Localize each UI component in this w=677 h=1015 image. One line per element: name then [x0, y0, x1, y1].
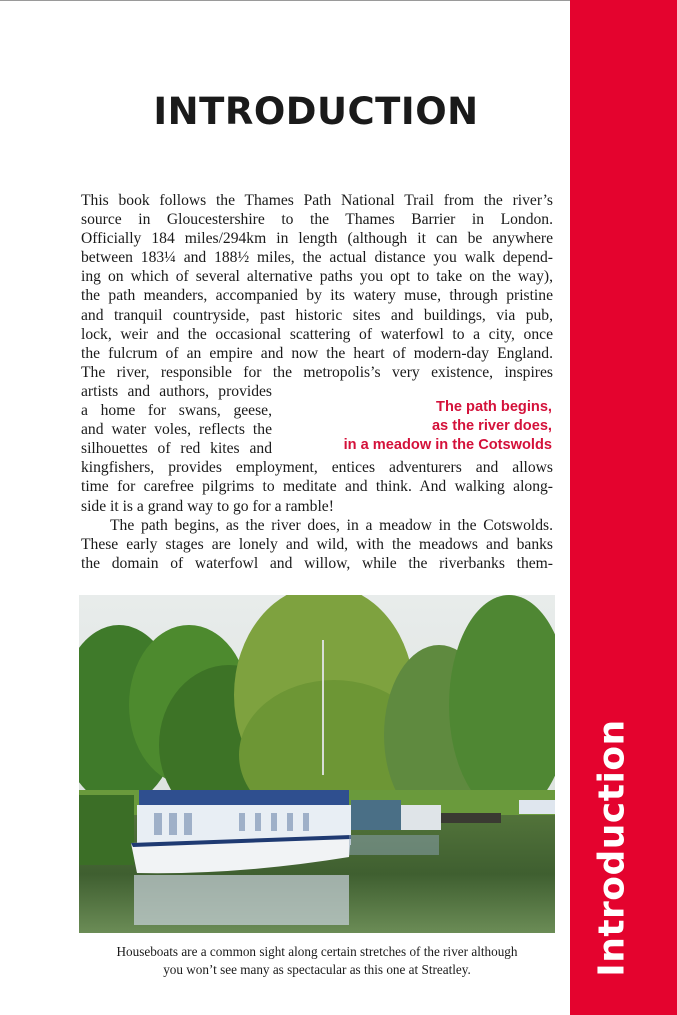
- text-line: These early stages are lonely and wild, with the meadows and banks: [81, 535, 553, 553]
- body-text: [81, 191, 553, 573]
- text-line: a home for swans, geese,: [81, 402, 272, 420]
- text-line: side it is a grand way to go for a ramble!: [81, 497, 334, 515]
- pull-quote: [344, 398, 552, 455]
- pull-quote-line: in a meadow in the Cotswolds: [343, 437, 552, 453]
- text-line: between 183¼ and 188½ miles, the actual distance you walk depend-: [81, 249, 553, 267]
- text-line: source in Gloucestershire to the Thames Barrier in London.: [81, 211, 553, 229]
- text-line: Officially 184 miles/294km in length (although it can be anywhere: [81, 230, 553, 248]
- photo-caption: [79, 943, 555, 979]
- text-line: the path meanders, accompanied by its watery muse, through pristine: [81, 287, 553, 305]
- text-line: the fulcrum of an empire and now the heart of modern-day England.: [81, 344, 553, 362]
- houseboat-photo: [79, 595, 555, 933]
- caption-line: Houseboats are a common sight along certain stretches of the river although: [116, 944, 518, 959]
- text-line: silhouettes of red kites and: [81, 440, 272, 458]
- text-line: artists and authors, provides: [81, 382, 272, 400]
- text-line: kingfishers, provides employment, entices adventurers and allows: [81, 459, 553, 477]
- text-line: and water voles, reflects the: [81, 421, 272, 439]
- text-line: This book follows the Thames Path National Trail from the river’s: [81, 192, 553, 209]
- text-line: time for carefree pilgrims to meditate and think. And walking along-: [81, 478, 553, 496]
- text-line: The path begins, as the river does, in a meadow in the Cotswolds.: [110, 516, 553, 534]
- pull-quote-line: The path begins,: [436, 399, 552, 415]
- chapter-tab-label: Introduction: [591, 719, 633, 977]
- pull-quote-line: as the river does,: [431, 418, 552, 434]
- text-line: lock, weir and the occasional scattering of waterfowl to a city, once: [81, 325, 553, 343]
- text-line: ing on which of several alternative paths you opt to take on the way),: [81, 268, 553, 286]
- text-line: the domain of waterfowl and willow, while the riverbanks them-: [81, 554, 553, 572]
- page-title: INTRODUCTION: [153, 90, 479, 133]
- text-line: The river, responsible for the metropolis’s very existence, inspires: [81, 363, 553, 381]
- page-top-rule: [0, 0, 570, 1]
- caption-line: you won’t see many as spectacular as this one at Streatley.: [163, 962, 471, 977]
- text-line: and tranquil countryside, past historic sites and buildings, via pub,: [81, 306, 553, 324]
